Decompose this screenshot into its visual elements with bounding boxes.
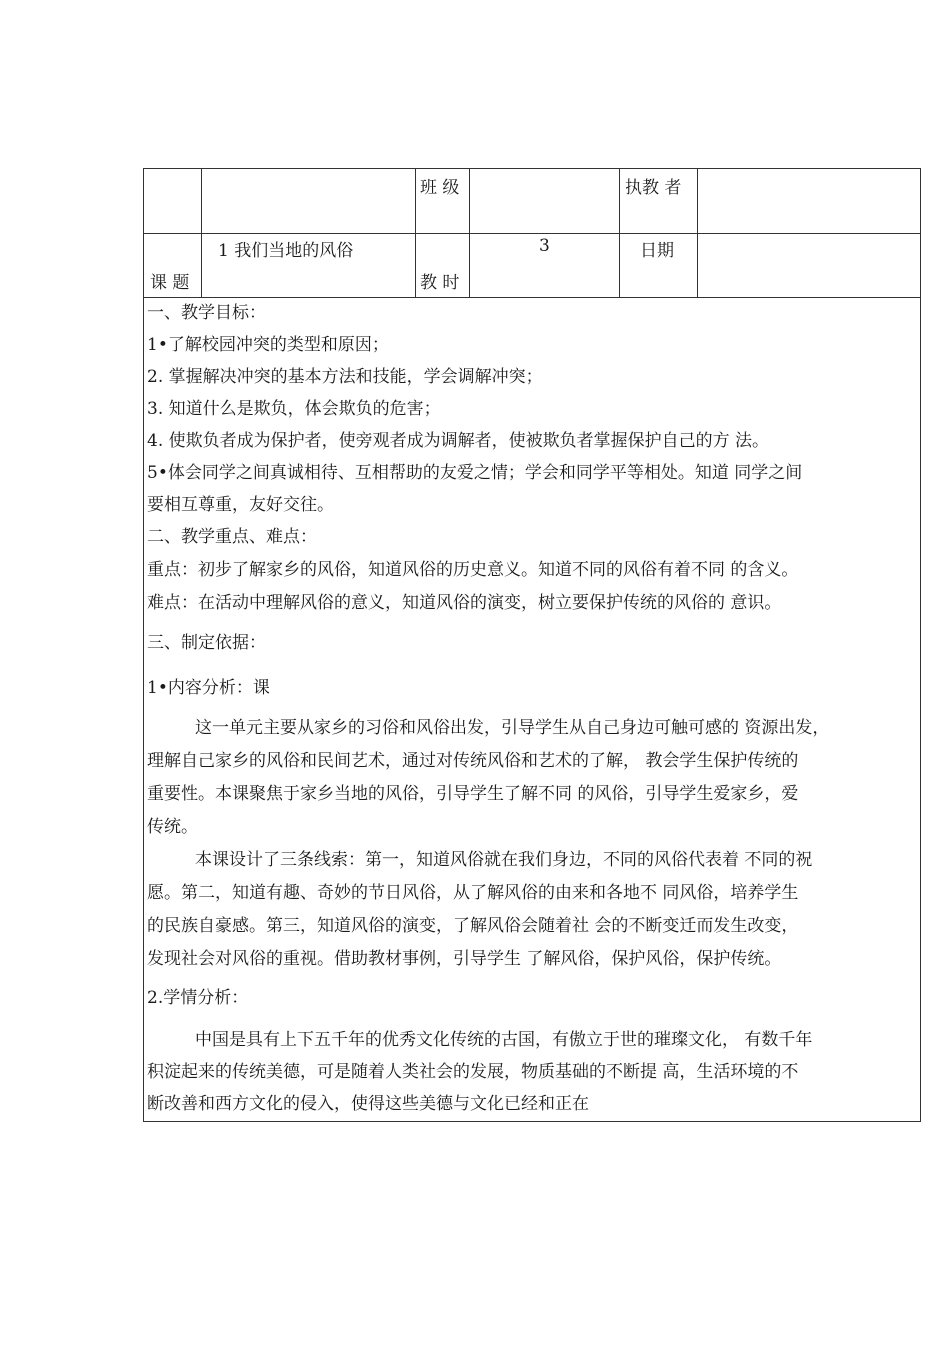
analysis1-title: 1•内容分析：课 (147, 678, 270, 698)
p3-line3: 断改善和西方文化的侵入，使得这些美德与文化已经和正在 (147, 1094, 589, 1114)
cell-r1-c4 (469, 168, 620, 234)
section3-title: 三、制定依据： (147, 633, 266, 653)
goal-3: 3. 知道什么是欺负，体会欺负的危害； (147, 399, 441, 419)
p1-line2: 理解自己家乡的风俗和民间艺术，通过对传统风俗和艺术的了解， 教会学生保护传统的 (147, 751, 799, 771)
goal-2: 2. 掌握解决冲突的基本方法和技能，学会调解冲突； (147, 367, 543, 387)
p2-line4: 发现社会对风俗的重视。借助教材事例，引导学生 了解风俗，保护风俗，保护传统。 (147, 949, 782, 969)
topic-label: 课 题 (150, 273, 190, 293)
p3-line1: 中国是具有上下五千年的优秀文化传统的古国，有傲立于世的璀璨文化， 有数千年 (195, 1030, 813, 1050)
date-label: 日期 (640, 241, 674, 261)
hours-value: 3 (539, 236, 550, 256)
cell-r1-c6 (697, 168, 921, 234)
topic-value: 1 我们当地的风俗 (218, 241, 354, 261)
content-box (143, 297, 921, 1122)
goal-5-line1: 5•体会同学之间真诚相待、互相帮助的友爱之情；学会和同学平等相处。知道 同学之间 (147, 463, 803, 483)
p2-line1: 本课设计了三条线索：第一，知道风俗就在我们身边，不同的风俗代表着 不同的祝 (195, 850, 813, 870)
p3-line2: 积淀起来的传统美德，可是随着人类社会的发展，物质基础的不断提 高，生活环境的不 (147, 1062, 799, 1082)
section1-title: 一、教学目标： (147, 303, 266, 323)
difficult-point: 难点：在活动中理解风俗的意义，知道风俗的演变，树立要保护传统的风俗的 意识。 (147, 593, 782, 613)
cell-r1-c2 (201, 168, 416, 234)
p1-line1: 这一单元主要从家乡的习俗和风俗出发，引导学生从自己身边可触可感的 资源出发， (195, 718, 830, 738)
p2-line3: 的民族自豪感。第三，知道风俗的演变，了解风俗会随着社 会的不断变迁而发生改变， (147, 916, 799, 936)
teacher-label: 执教 者 (625, 178, 682, 198)
hours-label: 教 时 (420, 273, 460, 293)
cell-r2-c6 (697, 233, 921, 298)
p2-line2: 愿。第二，知道有趣、奇妙的节日风俗，从了解风俗的由来和各地不 同风俗，培养学生 (147, 883, 799, 903)
class-label: 班 级 (420, 178, 460, 198)
goal-1: 1•了解校园冲突的类型和原因； (147, 335, 389, 355)
goal-5-line2: 要相互尊重，友好交往。 (147, 495, 334, 515)
p1-line4: 传统。 (147, 817, 198, 837)
analysis2-title: 2.学情分析： (147, 988, 249, 1008)
cell-r1-c1 (143, 168, 202, 234)
section2-title: 二、教学重点、难点： (147, 527, 317, 547)
p1-line3: 重要性。本课聚焦于家乡当地的风俗，引导学生了解不同 的风俗，引导学生爱家乡，爱 (147, 784, 799, 804)
goal-4: 4. 使欺负者成为保护者，使旁观者成为调解者，使被欺负者掌握保护自己的方 法。 (147, 431, 770, 451)
key-point: 重点：初步了解家乡的风俗，知道风俗的历史意义。知道不同的风俗有着不同 的含义。 (147, 560, 799, 580)
